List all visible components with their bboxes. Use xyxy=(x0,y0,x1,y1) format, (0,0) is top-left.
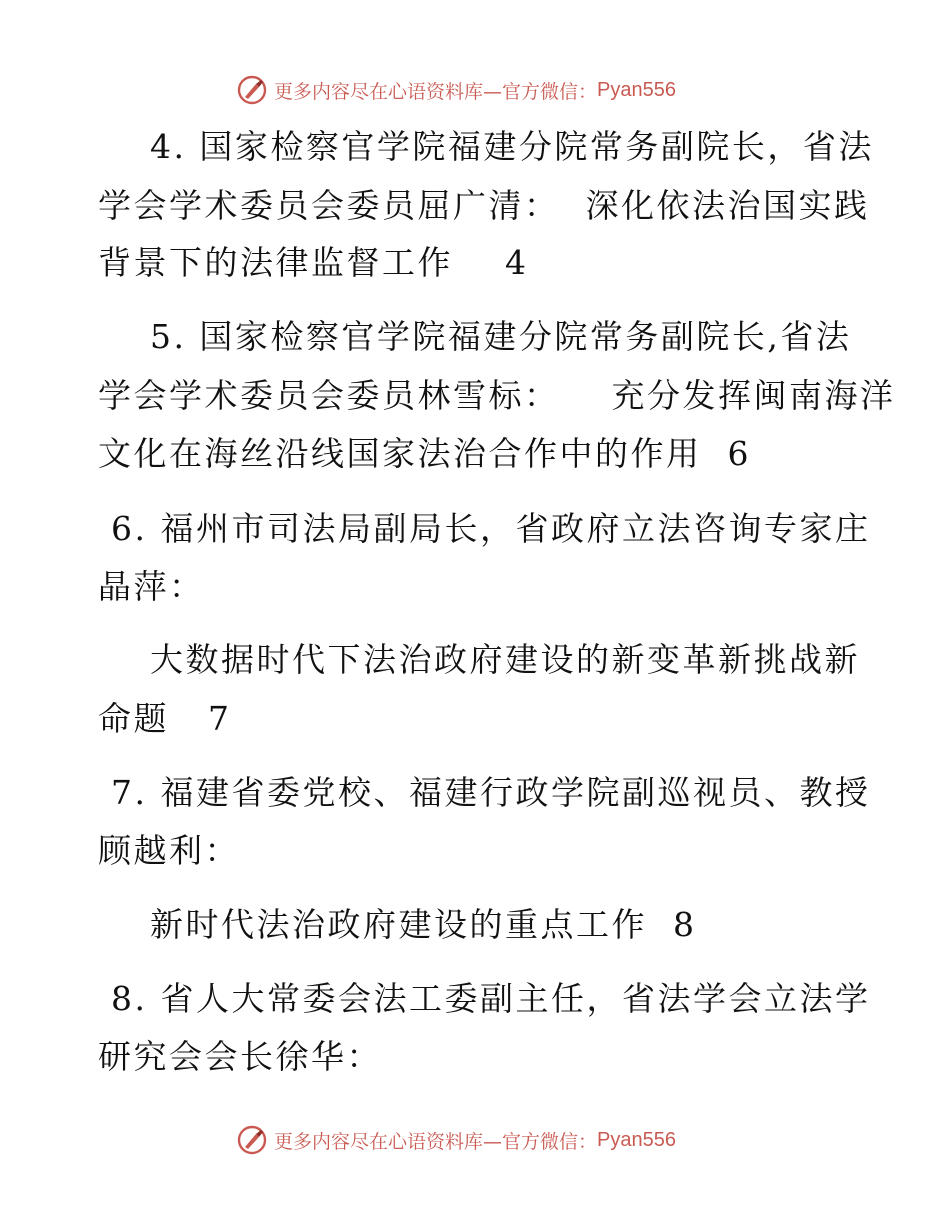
entry-5-line-1: 5. 国家检察官学院福建分院常务副院长,省法 xyxy=(98,317,852,356)
entry-6-line-1: 6. 福州市司法局副局长，省政府立法咨询专家庄 xyxy=(98,509,871,548)
entry-4-line-1: 4. 国家检察官学院福建分院常务副院长，省法 xyxy=(98,127,874,166)
entry-7-line-2: 顾越利： xyxy=(98,831,240,870)
watermark-wechat-id: Pyan556 xyxy=(597,78,676,101)
entry-7-line-1: 7. 福建省委党校、福建行政学院副巡视员、教授 xyxy=(98,773,871,812)
watermark-wechat-id: Pyan556 xyxy=(597,1128,676,1151)
pen-logo-icon xyxy=(236,1124,268,1156)
entry-8-line-2: 研究会会长徐华： xyxy=(98,1037,382,1076)
watermark-text: 更多内容尽在心语资料库—官方微信： xyxy=(274,80,598,103)
watermark-text: 更多内容尽在心语资料库—官方微信： xyxy=(274,1130,598,1153)
entry-6-title-line-2: 命题 7 xyxy=(98,699,232,738)
entry-7-title-line: 新时代法治政府建设的重点工作 8 xyxy=(98,905,697,944)
entry-6-line-2: 晶萍： xyxy=(98,567,205,606)
entry-5-line-3: 文化在海丝沿线国家法治合作中的作用 6 xyxy=(98,434,751,473)
entry-4-line-2: 学会学术委员会委员屈广清： 深化依法治国实践 xyxy=(98,186,870,225)
header-watermark xyxy=(236,72,676,108)
entry-8-line-1: 8. 省人大常委会法工委副主任，省法学会立法学 xyxy=(98,979,871,1018)
footer-watermark xyxy=(236,1122,676,1158)
pen-logo-icon xyxy=(236,74,268,106)
entry-6-title-line-1: 大数据时代下法治政府建设的新变革新挑战新 xyxy=(98,640,860,679)
entry-4-line-3: 背景下的法律监督工作 4 xyxy=(98,243,529,282)
entry-5-line-2: 学会学术委员会委员林雪标： 充分发挥闽南海洋 xyxy=(98,376,896,415)
